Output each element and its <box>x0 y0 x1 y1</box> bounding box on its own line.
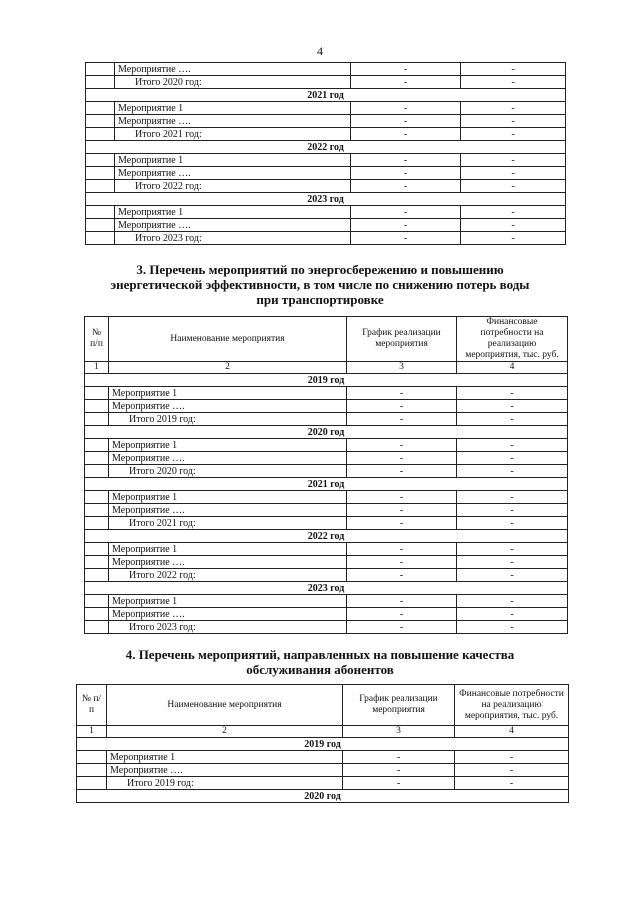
row-number-cell <box>85 595 109 608</box>
schedule-cell: - <box>347 400 457 413</box>
schedule-cell: - <box>351 167 461 180</box>
row-number-cell <box>86 76 115 89</box>
year-row <box>77 738 569 751</box>
year-label: 2020 год <box>85 426 568 439</box>
row-number-cell <box>86 232 115 245</box>
schedule-cell: - <box>351 76 461 89</box>
measure-name: Мероприятие …. <box>109 400 347 413</box>
schedule-cell: - <box>351 63 461 76</box>
measure-name: Мероприятие 1 <box>115 154 351 167</box>
table-row <box>85 595 568 608</box>
finance-cell: - <box>461 102 566 115</box>
table-row <box>85 452 568 465</box>
schedule-cell: - <box>347 543 457 556</box>
finance-cell: - <box>461 63 566 76</box>
total-row <box>77 777 569 790</box>
year-row <box>85 582 568 595</box>
schedule-cell: - <box>347 608 457 621</box>
measure-name: Мероприятие 1 <box>109 543 347 556</box>
total-label: Итого 2019 год: <box>107 777 343 790</box>
schedule-cell: - <box>351 180 461 193</box>
total-row <box>85 413 568 426</box>
row-number-cell <box>77 777 107 790</box>
row-number-cell <box>85 543 109 556</box>
row-number-cell <box>77 764 107 777</box>
row-number-cell <box>85 504 109 517</box>
finance-cell: - <box>457 569 568 582</box>
finance-cell: - <box>457 491 568 504</box>
finance-cell: - <box>457 595 568 608</box>
finance-cell: - <box>457 400 568 413</box>
col-number-3: 3 <box>347 362 457 374</box>
schedule-cell: - <box>343 764 455 777</box>
total-label: Итого 2021 год: <box>115 128 351 141</box>
row-number-cell <box>85 517 109 530</box>
year-row <box>86 141 566 154</box>
measure-name: Мероприятие 1 <box>107 751 343 764</box>
total-label: Итого 2020 год: <box>115 76 351 89</box>
schedule-cell: - <box>343 777 455 790</box>
header-schedule: График реализации мероприятия <box>343 685 455 726</box>
schedule-cell: - <box>351 232 461 245</box>
finance-cell: - <box>457 504 568 517</box>
finance-cell: - <box>455 751 569 764</box>
year-row <box>85 374 568 387</box>
table-row <box>77 751 569 764</box>
year-label: 2023 год <box>85 582 568 595</box>
table-row <box>85 400 568 413</box>
schedule-cell: - <box>347 413 457 426</box>
row-number-cell <box>86 167 115 180</box>
measure-name: Мероприятие 1 <box>109 387 347 400</box>
total-row <box>85 517 568 530</box>
row-number-cell <box>85 491 109 504</box>
section3-title-line1: 3. Перечень мероприятий по энергосбережению и повышению <box>136 262 504 277</box>
row-number-cell <box>86 154 115 167</box>
header-schedule: График реализации мероприятия <box>347 317 457 362</box>
measure-name: Мероприятие …. <box>115 63 351 76</box>
row-number-cell <box>85 400 109 413</box>
top-table-continued <box>85 62 566 245</box>
table-row <box>86 115 566 128</box>
total-row <box>86 180 566 193</box>
measure-name: Мероприятие …. <box>107 764 343 777</box>
schedule-cell: - <box>343 751 455 764</box>
row-number-cell <box>85 621 109 634</box>
year-label: 2021 год <box>86 89 566 102</box>
col-number-2: 2 <box>107 726 343 738</box>
table-row <box>85 439 568 452</box>
table-row <box>85 543 568 556</box>
section4-table <box>76 684 569 803</box>
measure-name: Мероприятие 1 <box>115 102 351 115</box>
schedule-cell: - <box>347 556 457 569</box>
year-label: 2019 год <box>85 374 568 387</box>
table-row <box>85 387 568 400</box>
measure-name: Мероприятие 1 <box>109 439 347 452</box>
schedule-cell: - <box>347 465 457 478</box>
row-number-cell <box>85 387 109 400</box>
row-number-cell <box>86 219 115 232</box>
schedule-cell: - <box>351 154 461 167</box>
schedule-cell: - <box>351 219 461 232</box>
schedule-cell: - <box>347 517 457 530</box>
table-row <box>85 608 568 621</box>
finance-cell: - <box>461 76 566 89</box>
col-number-4: 4 <box>457 362 568 374</box>
schedule-cell: - <box>351 102 461 115</box>
row-number-cell <box>86 115 115 128</box>
total-label: Итого 2019 год: <box>109 413 347 426</box>
total-row <box>86 232 566 245</box>
row-number-cell <box>77 751 107 764</box>
col-number-2: 2 <box>109 362 347 374</box>
table-row <box>86 63 566 76</box>
row-number-cell <box>85 413 109 426</box>
finance-cell: - <box>457 556 568 569</box>
finance-cell: - <box>461 219 566 232</box>
year-label: 2020 год <box>77 790 569 803</box>
year-label: 2022 год <box>85 530 568 543</box>
total-row <box>85 465 568 478</box>
row-number-cell <box>86 128 115 141</box>
measure-name: Мероприятие …. <box>115 115 351 128</box>
table-row <box>85 556 568 569</box>
finance-cell: - <box>455 764 569 777</box>
header-finance: Финансовые потребности на реализацию мероприятия, тыс. руб. <box>457 317 568 362</box>
total-label: Итого 2020 год: <box>109 465 347 478</box>
finance-cell: - <box>457 465 568 478</box>
finance-cell: - <box>461 180 566 193</box>
year-label: 2022 год <box>86 141 566 154</box>
total-label: Итого 2022 год: <box>109 569 347 582</box>
schedule-cell: - <box>347 452 457 465</box>
schedule-cell: - <box>351 115 461 128</box>
measure-name: Мероприятие …. <box>109 504 347 517</box>
finance-cell: - <box>457 517 568 530</box>
section4-title-line2: обслуживания абонентов <box>246 662 394 677</box>
schedule-cell: - <box>347 504 457 517</box>
row-number-cell <box>85 452 109 465</box>
col-number-1: 1 <box>77 726 107 738</box>
finance-cell: - <box>455 777 569 790</box>
row-number-cell <box>86 102 115 115</box>
measure-name: Мероприятие …. <box>109 452 347 465</box>
measure-name: Мероприятие 1 <box>109 491 347 504</box>
page-number: 4 <box>317 44 323 58</box>
finance-cell: - <box>461 128 566 141</box>
total-label: Итого 2023 год: <box>109 621 347 634</box>
section3-title-line3: при транспортировке <box>256 292 384 307</box>
year-row <box>85 478 568 491</box>
header-num: № п/п <box>77 685 107 726</box>
measure-name: Мероприятие 1 <box>115 206 351 219</box>
finance-cell: - <box>457 543 568 556</box>
schedule-cell: - <box>347 621 457 634</box>
table-row <box>86 154 566 167</box>
table-row <box>77 764 569 777</box>
total-label: Итого 2021 год: <box>109 517 347 530</box>
section4-title-line1: 4. Перечень мероприятий, направленных на повышение качества <box>125 647 515 662</box>
finance-cell: - <box>461 115 566 128</box>
header-name: Наименование мероприятия <box>107 685 343 726</box>
total-row <box>86 76 566 89</box>
year-row <box>86 193 566 206</box>
year-label: 2021 год <box>85 478 568 491</box>
col-number-1: 1 <box>85 362 109 374</box>
table-row <box>85 491 568 504</box>
header-name: Наименование мероприятия <box>109 317 347 362</box>
row-number-cell <box>85 465 109 478</box>
row-number-cell <box>86 180 115 193</box>
finance-cell: - <box>461 167 566 180</box>
table-row <box>86 219 566 232</box>
section3-title-line2: энергетической эффективности, в том числе по снижению потерь воды <box>110 277 530 292</box>
row-number-cell <box>85 608 109 621</box>
total-row <box>85 621 568 634</box>
section3-table <box>84 316 568 634</box>
finance-cell: - <box>461 154 566 167</box>
year-label: 2023 год <box>86 193 566 206</box>
finance-cell: - <box>457 387 568 400</box>
total-row <box>85 569 568 582</box>
table-row <box>86 167 566 180</box>
finance-cell: - <box>457 608 568 621</box>
col-number-3: 3 <box>343 726 455 738</box>
total-row <box>86 128 566 141</box>
schedule-cell: - <box>347 491 457 504</box>
year-row <box>85 530 568 543</box>
measure-name: Мероприятие …. <box>109 556 347 569</box>
measure-name: Мероприятие 1 <box>109 595 347 608</box>
table-row <box>86 206 566 219</box>
header-num: № п/п <box>85 317 109 362</box>
table-row <box>85 504 568 517</box>
row-number-cell <box>86 63 115 76</box>
finance-cell: - <box>457 439 568 452</box>
col-number-4: 4 <box>455 726 569 738</box>
table-row <box>86 102 566 115</box>
year-row <box>85 426 568 439</box>
row-number-cell <box>85 556 109 569</box>
schedule-cell: - <box>347 387 457 400</box>
row-number-cell <box>85 439 109 452</box>
year-label: 2019 год <box>77 738 569 751</box>
schedule-cell: - <box>351 206 461 219</box>
finance-cell: - <box>461 232 566 245</box>
measure-name: Мероприятие …. <box>115 167 351 180</box>
schedule-cell: - <box>351 128 461 141</box>
schedule-cell: - <box>347 439 457 452</box>
year-row <box>77 790 569 803</box>
year-row <box>86 89 566 102</box>
header-finance: Финансовые потребности на реализацию мероприятия, тыс. руб. <box>455 685 569 726</box>
measure-name: Мероприятие …. <box>115 219 351 232</box>
row-number-cell <box>85 569 109 582</box>
row-number-cell <box>86 206 115 219</box>
schedule-cell: - <box>347 595 457 608</box>
finance-cell: - <box>457 452 568 465</box>
schedule-cell: - <box>347 569 457 582</box>
finance-cell: - <box>457 413 568 426</box>
finance-cell: - <box>461 206 566 219</box>
total-label: Итого 2023 год: <box>115 232 351 245</box>
finance-cell: - <box>457 621 568 634</box>
total-label: Итого 2022 год: <box>115 180 351 193</box>
measure-name: Мероприятие …. <box>109 608 347 621</box>
